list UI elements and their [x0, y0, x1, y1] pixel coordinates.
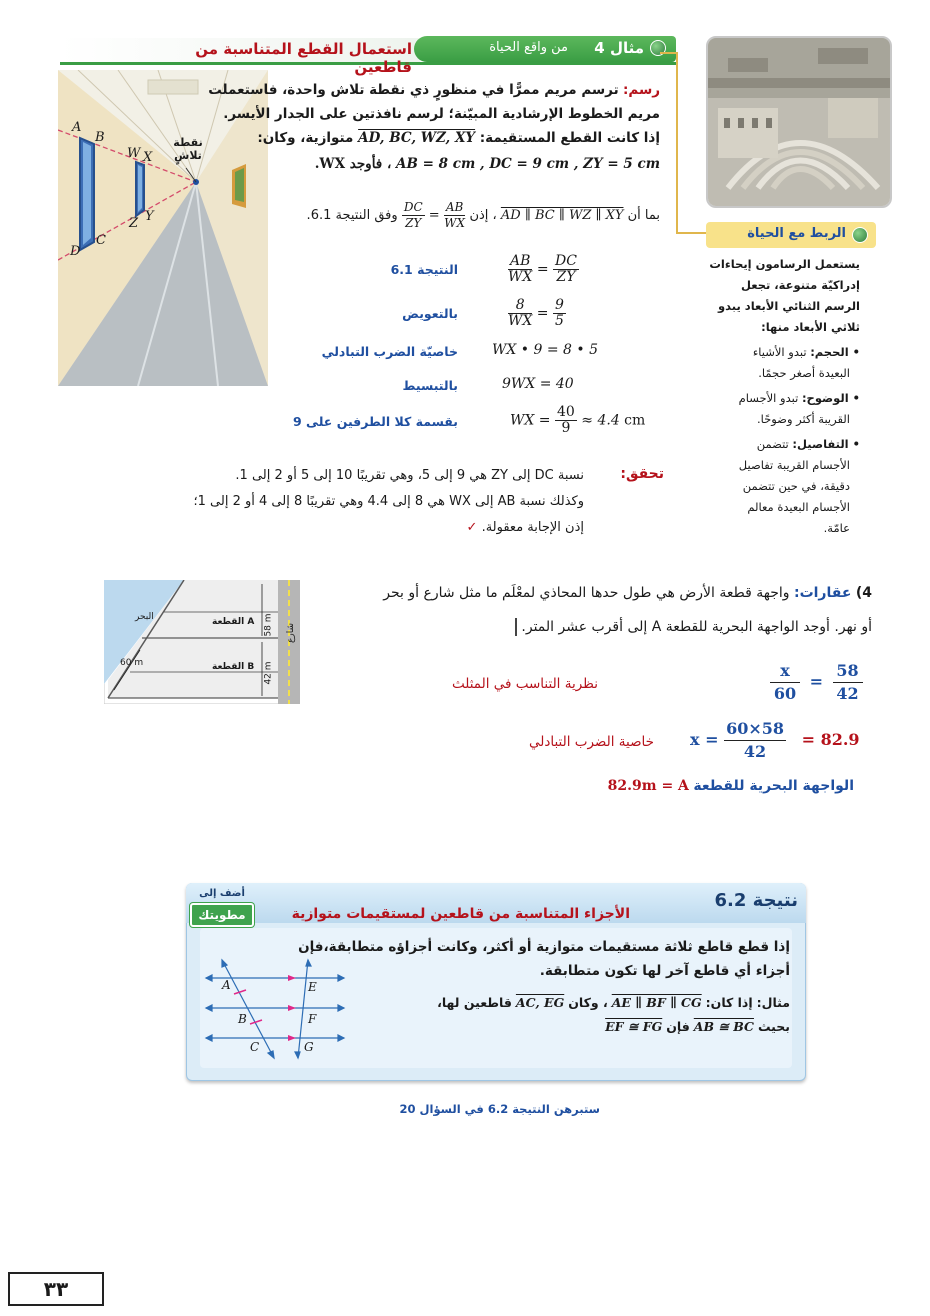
- exercise-label: عقارات:: [793, 585, 852, 601]
- reasoning-parallels: AD ∥ BC ∥ WZ ∥ XY: [500, 208, 624, 223]
- problem-line3-pre: إذا كانت القطع المستقيمة:: [479, 130, 660, 146]
- plot-b-label: القطعة B: [212, 662, 255, 672]
- figure-label-d: D: [70, 244, 81, 259]
- result-example-line-1: [370, 992, 790, 1014]
- sea-label: البحر: [135, 612, 154, 622]
- bullet-text: تبدو الأجسام: [738, 391, 799, 405]
- life-bullet-details: • التفاصيل: تتضمن الأجسام القريبة تفاصيل دقيقة، في حين تتضمن الأجسام البعيدة معالم عامّة.: [692, 434, 860, 539]
- intro-line: ثلاثي الأبعاد منها:: [761, 320, 860, 334]
- street-label: شارع: [286, 623, 296, 643]
- bullet-text: القريبة أكثر وضوحًا.: [756, 412, 850, 426]
- connector-line: [676, 52, 678, 234]
- life-bullet-size: • الحجم: تبدو الأشياء البعيدة أصغر حجمًا.: [692, 342, 860, 384]
- step-5-expr: WX = $\frac{40}{9}$ ≈ 4.4 cm: [510, 404, 646, 436]
- problem-line-4: [260, 154, 660, 174]
- check-conclusion: إذن الإجابة معقولة.: [481, 520, 584, 535]
- example-mid: ، وكان: [568, 995, 608, 1010]
- bullet-text: تبدو الأشياء: [752, 345, 807, 359]
- step-3-expr: WX • 9 = 8 • 5: [492, 342, 599, 358]
- answer-1-num: x: [770, 660, 800, 683]
- answer-1-rhs-den: 42: [836, 684, 859, 703]
- life-bullet-clarity: • الوضوح: تبدو الأجسام القريبة أكثر وضوحًا.: [692, 388, 860, 430]
- bullet-term: الوضوح:: [801, 391, 849, 405]
- check-label: تحقق:: [620, 466, 664, 482]
- foldable-tab: [190, 888, 254, 927]
- figure-label-b: B: [238, 1012, 247, 1026]
- problem-line-2: مريم الخطوط الإرشادية المبيّنة؛ لرسم نافذتين على الجدار الأيسر.: [223, 106, 660, 122]
- figure-label-c: C: [96, 233, 106, 248]
- life-connection-intro: [692, 254, 860, 338]
- figure-label-a: A: [222, 978, 231, 992]
- exercise-4-line-2: [312, 616, 872, 638]
- bullet-term: التفاصيل:: [792, 437, 849, 451]
- bullet-text: الأجسام القريبة تفاصيل: [738, 458, 850, 472]
- length-42-label: 42 m: [263, 661, 274, 685]
- figure-label-b: B: [95, 130, 105, 145]
- reasoning-pre: بما أن: [627, 208, 660, 223]
- figure-label-w: W: [127, 146, 141, 161]
- answer-2-num: 60×58: [724, 718, 786, 741]
- check-line-3: [204, 518, 584, 538]
- result-title: الأجزاء المتناسبة من قاطعين لمستقيمات متوازية: [291, 906, 630, 922]
- bullet-text: تتضمن: [756, 437, 789, 451]
- answer-1-expr: $\frac{x}{60}$ = $\frac{58}{42}$: [770, 660, 863, 705]
- check-mark-icon: ✓: [466, 520, 478, 535]
- answer-2-result: = 82.9: [801, 730, 860, 749]
- page-number-box: [8, 1272, 104, 1306]
- answer-2-reason: خاصية الضرب التبادلي: [528, 734, 654, 750]
- length-58-label: 58 m: [263, 613, 274, 637]
- amphitheater-photo: [706, 36, 892, 208]
- exercise-4-line-1: [312, 582, 872, 604]
- step-3-reason: خاصيّة الضرب التبادلي: [321, 344, 458, 359]
- answer-2-den: 42: [743, 742, 767, 761]
- figure-label-c: C: [250, 1040, 260, 1054]
- example-cong-1: AB ≅ BC: [693, 1019, 754, 1034]
- step-1-expr: $\frac{AB}{WX}$ = $\frac{DC}{ZY}$: [508, 253, 577, 285]
- example-label: مثال 4: [594, 39, 644, 57]
- example-label: مثال:: [756, 995, 790, 1010]
- check-line-1: نسبة DC إلى ZY هي 9 إلى 5، وهي تقريبًا 10 إلى 5 أو 2 إلى 1.: [235, 468, 584, 483]
- figure-label-f: F: [308, 1012, 317, 1026]
- problem-line3-post: متوازية، وكان:: [257, 130, 354, 146]
- intro-line: يستعمل الرسامون إيحاءات: [709, 257, 860, 271]
- example-title: استعمال القطع المتناسبة من قاطعين: [195, 40, 412, 76]
- intro-line: الرسم الثنائي الأبعاد يبدو: [717, 299, 860, 313]
- example-pre: إذا كان:: [705, 995, 753, 1010]
- step-1-reason: النتيجة 6.1: [390, 262, 458, 277]
- problem-given: AB = 8 cm , DC = 9 cm , ZY = 5 cm: [396, 156, 660, 172]
- figure-label-z: Z: [129, 216, 139, 231]
- problem-segments: AD, BC, WZ, XY: [358, 130, 476, 146]
- foldable-add-label: أضف إلى: [199, 888, 245, 899]
- reasoning-fraction: $\frac{AB}{WX}$: [444, 200, 466, 230]
- connector-line: [676, 232, 706, 234]
- problem-lead: رسم:: [622, 82, 660, 98]
- foldable-name: مطويتك: [190, 903, 254, 927]
- plot-a-label: القطعة A: [212, 617, 255, 627]
- reasoning-post: وفق النتيجة 6.1.: [306, 208, 398, 223]
- reasoning-fraction: $\frac{DC}{ZY}$: [403, 200, 423, 230]
- plots-figure: [104, 580, 300, 704]
- vanishing-label-line1: نقطة: [173, 136, 203, 149]
- problem-line-3: [257, 128, 660, 148]
- globe-icon: [852, 227, 868, 243]
- bullet-text: الأجسام البعيدة معالم: [747, 500, 850, 514]
- answer-1-rhs-num: 58: [833, 660, 863, 683]
- bullet-term: الحجم:: [810, 345, 849, 359]
- final-label: الواجهة البحرية للقطعة: [693, 778, 854, 794]
- step-4-reason: بالتبسيط: [402, 378, 458, 393]
- answer-1-den: 60: [773, 684, 797, 703]
- example-segments: AC, EG: [515, 995, 565, 1010]
- transversal-figure: [200, 956, 350, 1060]
- bullet-text: عامّة.: [823, 521, 850, 535]
- example-header: [414, 36, 676, 62]
- step-4-expr: 9WX = 40: [502, 376, 574, 392]
- example-tag: من واقع الحياة: [489, 40, 568, 55]
- result-label: نتيجة 6.2: [714, 890, 798, 911]
- reasoning-line: بما أن AD ∥ BC ∥ WZ ∥ XY ، إذن $\frac{AB}{WX}$ = $\frac{DC}{ZY}$ وفق النتيجة 6.1.: [306, 200, 660, 230]
- exercise-text-2: أو نهر. أوجد الواجهة البحرية للقطعة A إلى أقرب عشر المتر.: [521, 619, 872, 635]
- step-2-expr: $\frac{8}{WX}$ = $\frac{9}{5}$: [508, 297, 564, 329]
- proof-note: ستبرهن النتيجة 6.2 في السؤال 20: [399, 1102, 600, 1116]
- figure-label-g: G: [304, 1040, 314, 1054]
- example-parallels: AE ∥ BF ∥ CG: [611, 995, 702, 1010]
- result-example-line-2: [370, 1016, 790, 1038]
- final-value: 82.9m = A: [607, 778, 689, 794]
- bullet-text: دقيقة، في حين تتضمن: [742, 479, 850, 493]
- step-2-reason: بالتعويض: [402, 306, 458, 321]
- bullet-text: البعيدة أصغر حجمًا.: [758, 366, 850, 380]
- check-line-2: وكذلك نسبة AB إلى WX هي 8 إلى 4.4 وهي تقريبًا 8 إلى 4 أو 2 إلى 1؛: [193, 494, 584, 509]
- example-cong-2: EF ≅ FG: [605, 1019, 663, 1034]
- length-60-label: 60 m: [120, 658, 144, 668]
- example-then: فإن: [666, 1019, 690, 1034]
- amphitheater-image: [708, 38, 892, 208]
- answer-1-reason: نظرية التناسب في المثلث: [451, 676, 598, 692]
- figure-label-a: A: [72, 120, 82, 135]
- answer-2-expr: [690, 718, 860, 763]
- final-answer: [554, 778, 854, 794]
- figure-label-x: X: [143, 150, 153, 165]
- life-connection-header: [706, 222, 876, 248]
- exercise-text-1: واجهة قطعة الأرض هي طول حدها المحاذي لمعْلَم ما مثل شارع أو بحر: [383, 585, 790, 601]
- exercise-number: 4): [855, 585, 872, 601]
- result-statement-2: أجزاء أي قاطع آخر لها تكون متطابقة.: [539, 963, 790, 979]
- problem-find: ، فأوجد WX.: [314, 156, 392, 172]
- result-statement-1: إذا قطع قاطع ثلاثة مستقيمات متوازية أو أكثر، وكانت أجزاؤه متطابقة،فإن: [298, 939, 790, 955]
- answer-2-lhs: x =: [690, 730, 719, 749]
- example-line2-pre: بحيث: [757, 1019, 790, 1034]
- intro-line: إدراكيّة متنوعة، تجعل: [740, 278, 860, 292]
- figure-label-e: E: [308, 980, 317, 994]
- problem-text-1: ترسم مريم ممرًّا في منظورٍ ذي نقطة تلاش واحدة، فاستعملت: [208, 82, 619, 98]
- example-post: قاطعين لها،: [437, 995, 512, 1010]
- step-5-reason: بقسمة كلا الطرفين على 9: [293, 414, 458, 429]
- page-number: ٣٣: [43, 1277, 69, 1301]
- figure-label-y: Y: [145, 209, 154, 224]
- vanishing-label-line2: تلاشٍ: [174, 149, 202, 162]
- problem-line-1: [208, 80, 660, 100]
- life-connection-title: الربط مع الحياة: [747, 226, 846, 241]
- text-cursor: [515, 618, 517, 636]
- reasoning-mid: ، إذن: [469, 208, 497, 223]
- vanishing-point-label: [168, 136, 208, 162]
